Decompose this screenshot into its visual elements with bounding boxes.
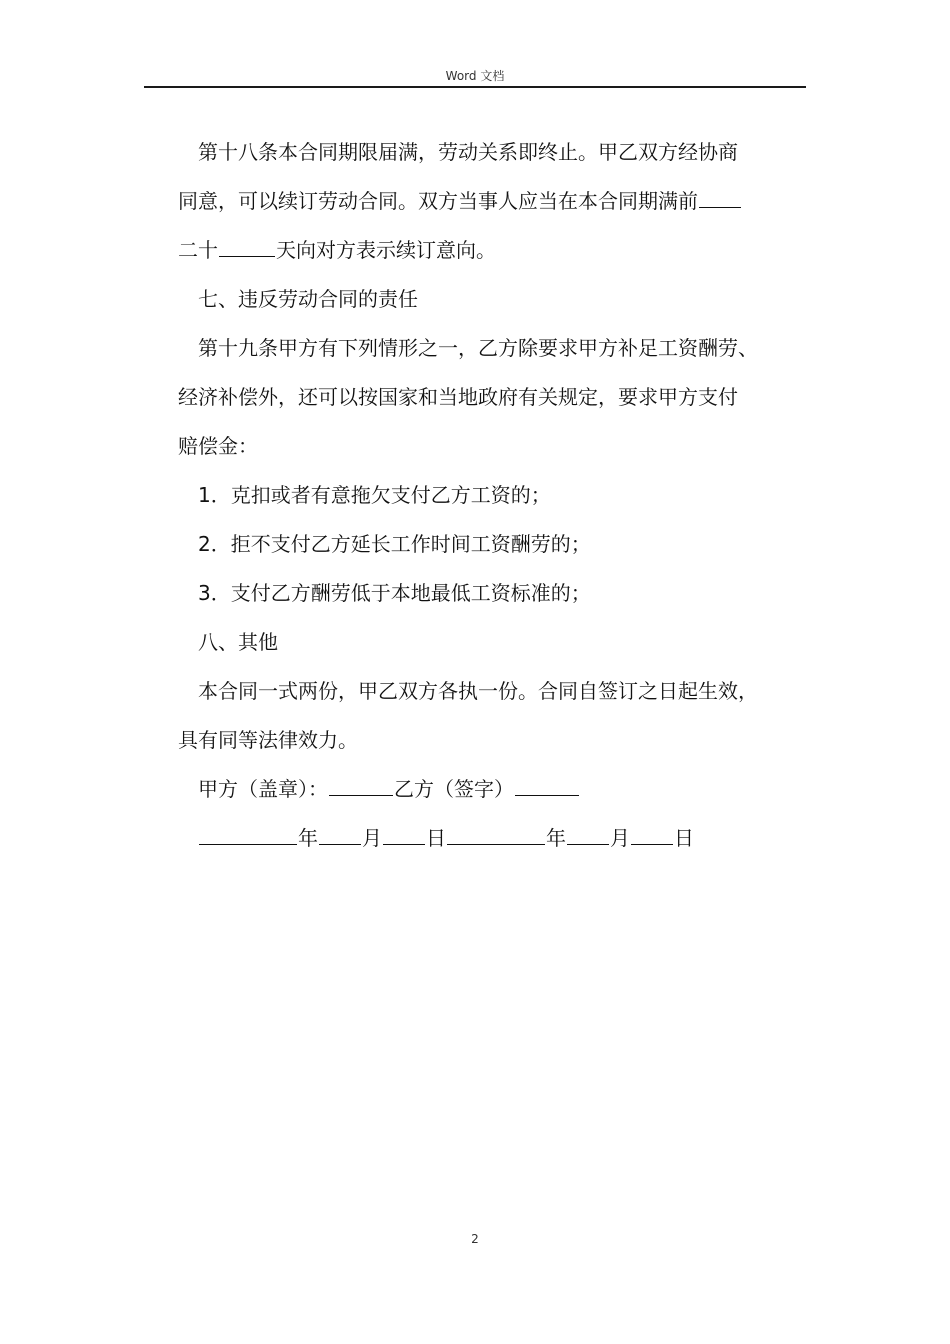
list-item-2: 2．拒不支付乙方延长工作时间工资酬劳的；: [198, 532, 591, 556]
party-b-day-blank[interactable]: [631, 822, 673, 845]
signature-line: [178, 765, 808, 814]
party-a-month-label: 月: [362, 826, 382, 850]
renewal-notice-blank-end[interactable]: [219, 234, 275, 257]
article-18-line-1: 第十八条本合同期限届满，劳动关系即终止。甲乙双方经协商: [198, 140, 738, 164]
party-b-sign-blank[interactable]: [515, 773, 579, 796]
party-b-month-blank[interactable]: [567, 822, 609, 845]
date-line: [178, 814, 808, 863]
party-a-seal-label: 甲方（盖章）：: [198, 777, 328, 801]
article-20-line-1: 本合同一式两份，甲乙双方各执一份。合同自签订之日起生效，: [198, 679, 758, 703]
party-a-year-blank[interactable]: [199, 822, 297, 845]
party-b-year-label: 年: [546, 826, 566, 850]
document-body: [178, 128, 808, 863]
article-18-days-value: 二十: [178, 238, 218, 262]
article-18-line-2: [178, 177, 808, 226]
article-19-line-3: 赔偿金：: [178, 434, 258, 458]
party-a-year-label: 年: [298, 826, 318, 850]
party-b-year-blank[interactable]: [447, 822, 545, 845]
party-b-month-label: 月: [610, 826, 630, 850]
article-18-line-3-text: 天向对方表示续订意向。: [276, 238, 496, 262]
article-18-line-2-text: 同意，可以续订劳动合同。双方当事人应当在本合同期满前: [178, 189, 698, 213]
party-b-sign-label: 乙方（签字）: [394, 777, 514, 801]
party-a-month-blank[interactable]: [319, 822, 361, 845]
article-19-line-2: 经济补偿外，还可以按国家和当地政府有关规定，要求甲方支付: [178, 385, 738, 409]
article-20-line-2: 具有同等法律效力。: [178, 728, 358, 752]
article-19-line-1: 第十九条甲方有下列情形之一，乙方除要求甲方补足工资酬劳、: [198, 336, 758, 360]
party-a-day-blank[interactable]: [383, 822, 425, 845]
party-a-day-label: 日: [426, 826, 446, 850]
section-7-heading: 七、违反劳动合同的责任: [198, 287, 418, 311]
party-b-day-label: 日: [674, 826, 694, 850]
article-18-line-3: [178, 226, 808, 275]
page-number: 2: [471, 1232, 479, 1246]
section-8-heading: 八、其他: [198, 630, 278, 654]
page-header: Word 文档: [144, 66, 806, 88]
list-item-3: 3．支付乙方酬劳低于本地最低工资标准的；: [198, 581, 591, 605]
renewal-notice-blank-start[interactable]: [699, 185, 741, 208]
party-a-seal-blank[interactable]: [329, 773, 393, 796]
list-item-1: 1．克扣或者有意拖欠支付乙方工资的；: [198, 483, 551, 507]
